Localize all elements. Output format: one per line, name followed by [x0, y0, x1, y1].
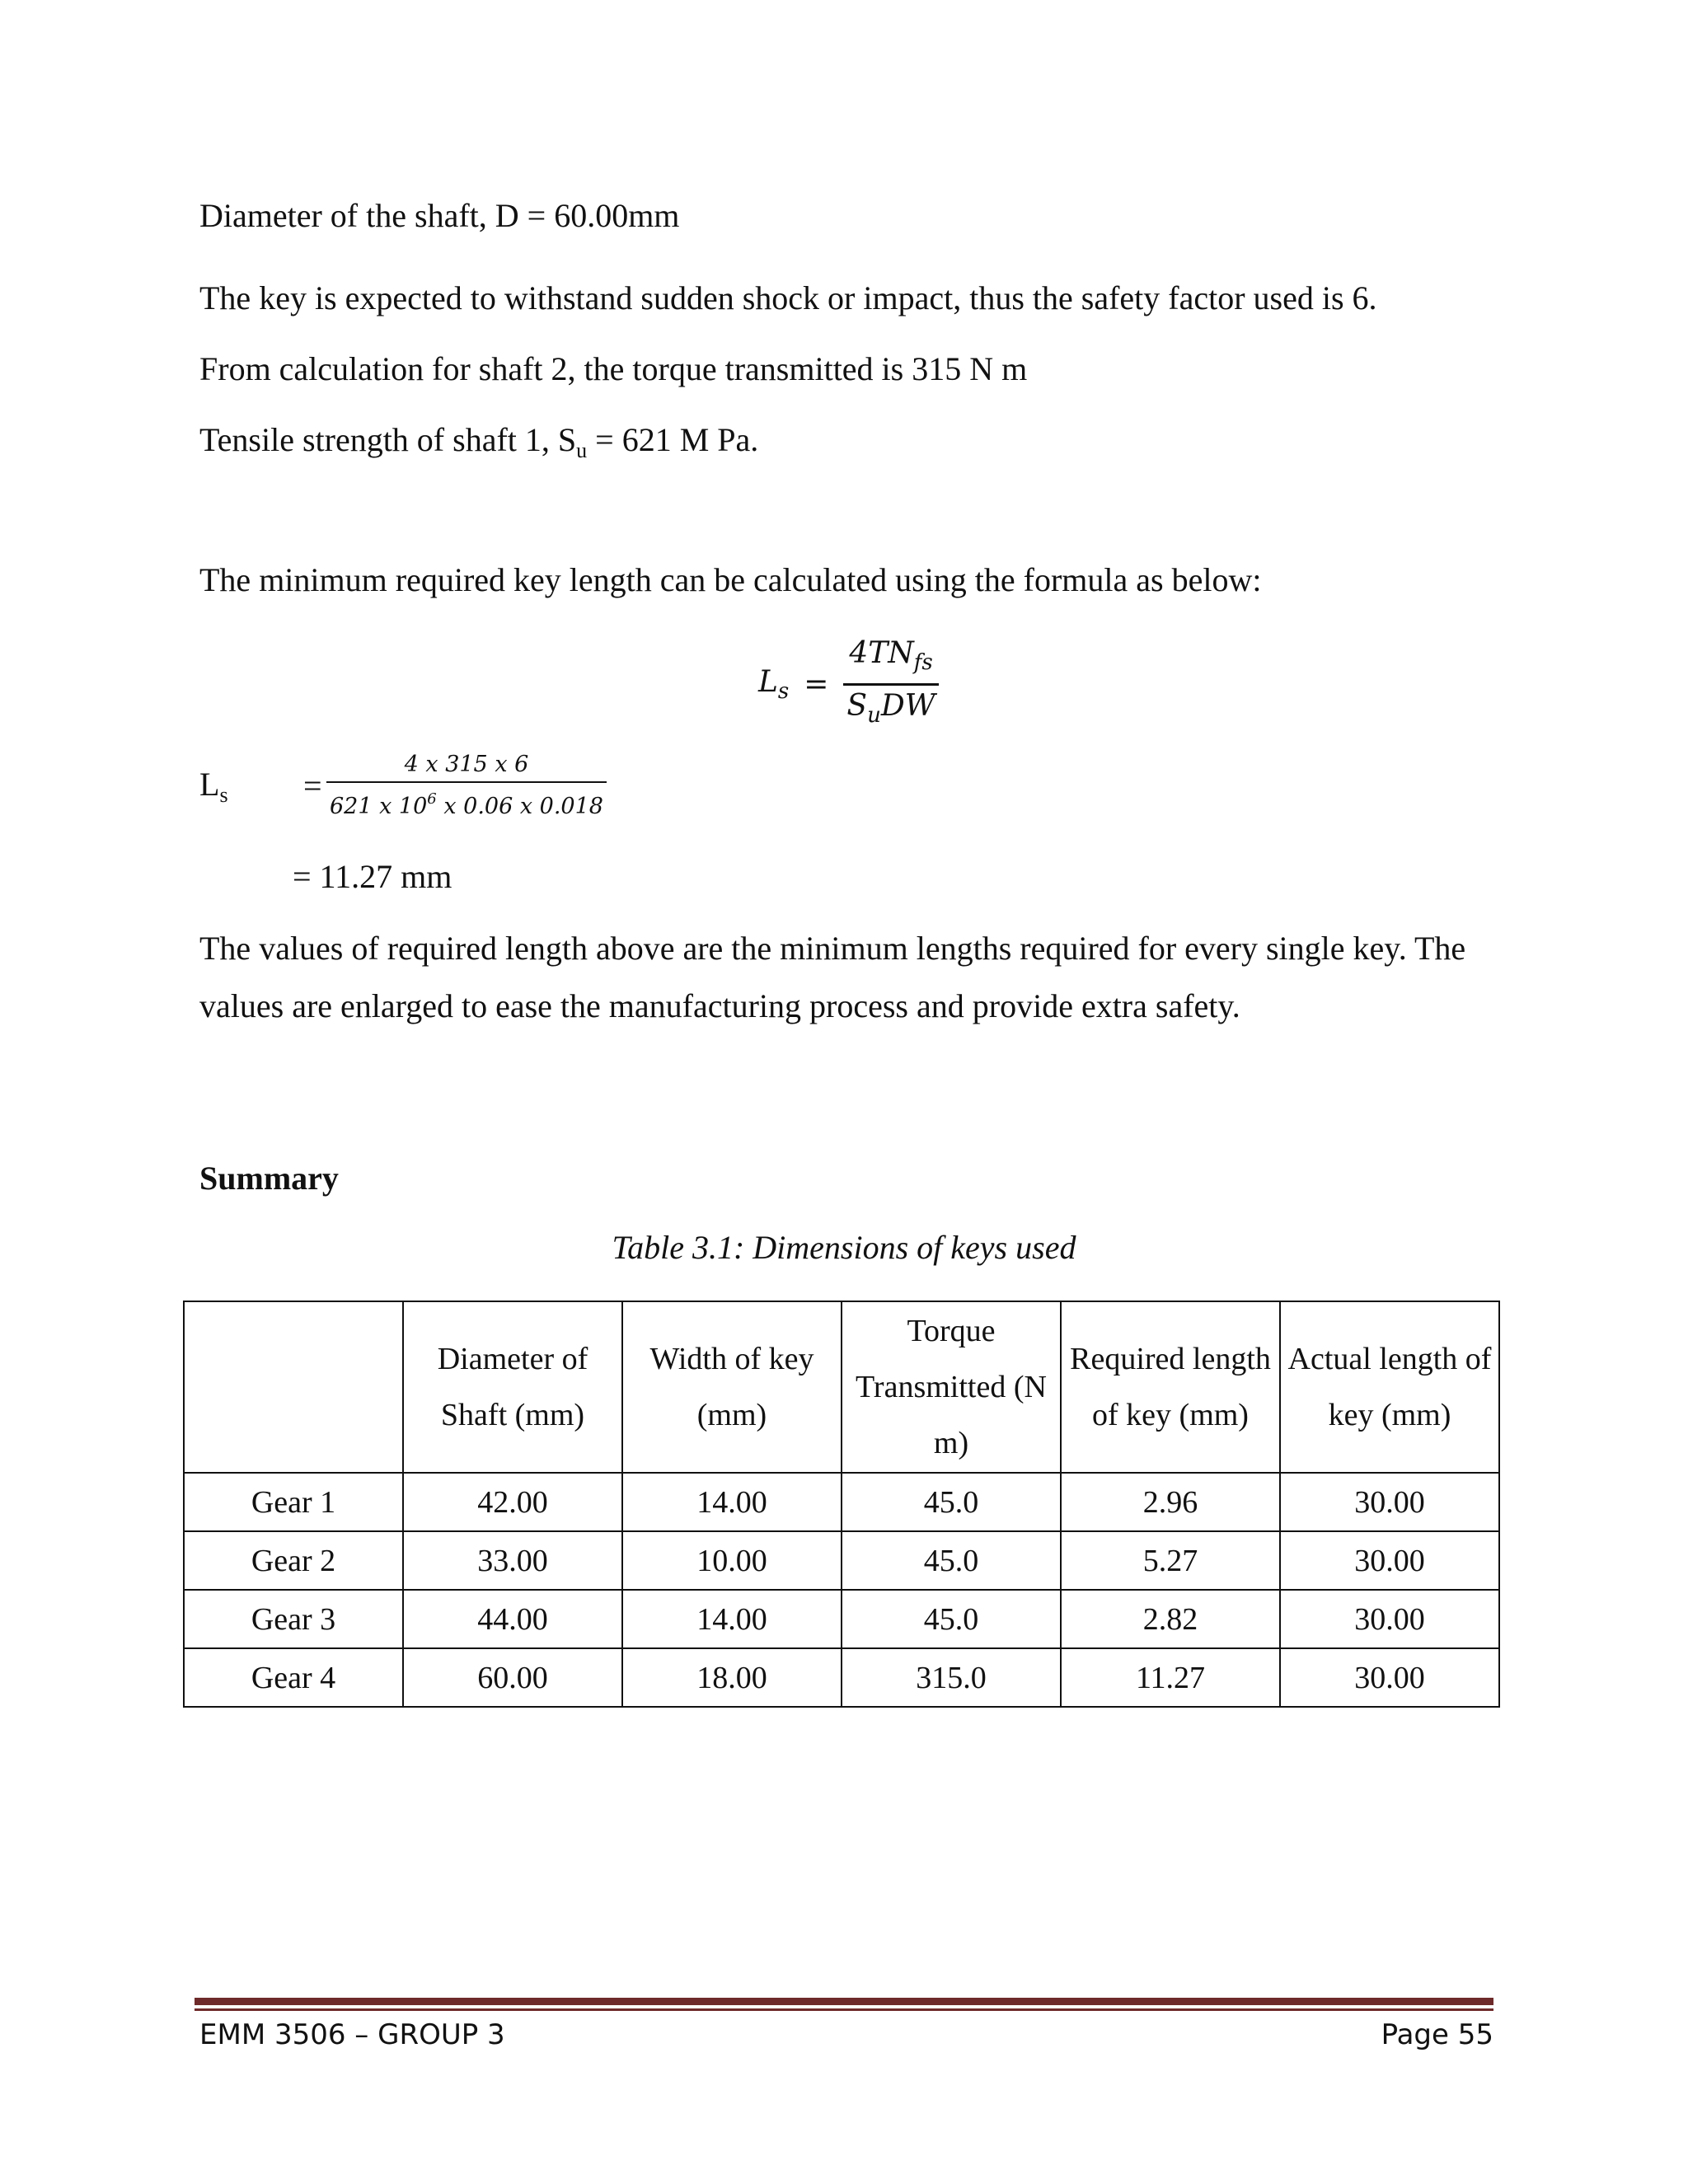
table-cell: Gear 1: [184, 1473, 403, 1531]
tensile-suffix: = 621 M Pa.: [587, 421, 759, 458]
table-cell: Gear 2: [184, 1531, 403, 1590]
table-cell: Gear 4: [184, 1648, 403, 1707]
calc-label: [199, 765, 228, 815]
calc-result: = 11.27 mm: [293, 858, 452, 895]
formula-lhs: [758, 665, 789, 704]
footer-course-label: EMM 3506 – GROUP 3: [199, 2018, 505, 2051]
table-cell: 30.00: [1280, 1648, 1499, 1707]
table-cell: 18.00: [622, 1648, 842, 1707]
table-header-row: [184, 1301, 1499, 1473]
table-row: [184, 1473, 1499, 1531]
table-cell: 33.00: [403, 1531, 622, 1590]
table-cell: 10.00: [622, 1531, 842, 1590]
table-header-cell: Required length of key (mm): [1061, 1301, 1280, 1473]
footer-rule-thin: [195, 2008, 1493, 2011]
formula-den-rest: DW: [880, 689, 935, 723]
formula-lhs-sub: s: [777, 679, 790, 704]
table-cell: 30.00: [1280, 1473, 1499, 1531]
formula-num-main: 4TN: [849, 636, 914, 670]
table-header-cell: Diameter of Shaft (mm): [403, 1301, 622, 1473]
table-cell: 30.00: [1280, 1531, 1499, 1590]
table-caption: Table 3.1: Dimensions of keys used: [612, 1229, 1076, 1266]
footer-page-number: Page 55: [1381, 2018, 1493, 2051]
formula-num-sub: fs: [913, 650, 933, 675]
table-cell: 45.0: [842, 1473, 1061, 1531]
calc-den-exponent: 6: [427, 790, 437, 808]
table-cell: 14.00: [622, 1473, 842, 1531]
formula-denominator: [843, 686, 938, 736]
formula-equals: =: [804, 668, 829, 701]
table-cell: 2.82: [1061, 1590, 1280, 1648]
formula-lhs-main: L: [758, 665, 778, 699]
table-cell: 2.96: [1061, 1473, 1280, 1531]
tensile-subscript: u: [576, 438, 588, 462]
torque-statement: From calculation for shaft 2, the torque transmitted is 315 N m: [199, 350, 1028, 387]
table-header-cell: Actual length of key (mm): [1280, 1301, 1499, 1473]
key-dimensions-table: [183, 1301, 1500, 1708]
table-row: [184, 1531, 1499, 1590]
formula-fraction: [843, 633, 938, 736]
table-cell: 11.27: [1061, 1648, 1280, 1707]
table-row: [184, 1648, 1499, 1707]
formula-intro: The minimum required key length can be calculated using the formula as below:: [199, 561, 1262, 598]
safety-factor-statement: The key is expected to withstand sudden shock or impact, thus the safety factor used is 6.: [199, 279, 1377, 316]
calc-equals: =: [303, 767, 322, 804]
table-cell: 44.00: [403, 1590, 622, 1648]
tensile-prefix: Tensile strength of shaft 1, S: [199, 421, 577, 458]
table-cell: 45.0: [842, 1531, 1061, 1590]
explanation-paragraph: The values of required length above are the minimum lengths required for every single key. The values are enlarged to ease the manufacturing process and provide extra safety.: [199, 930, 1466, 1024]
calc-den-b: x 0.06 x 0.018: [436, 794, 603, 819]
table-row: [184, 1590, 1499, 1648]
table-header-cell: Width of key (mm): [622, 1301, 842, 1473]
calc-numerator: 4 x 315 x 6: [404, 752, 529, 777]
calc-den-a: 621 x 10: [330, 794, 428, 819]
tensile-strength-statement: [199, 420, 758, 471]
table-cell: 60.00: [403, 1648, 622, 1707]
calc-label-sub: s: [219, 783, 228, 807]
formula-den-main: S: [846, 689, 868, 723]
table-header-cell: [184, 1301, 403, 1473]
table-cell: 45.0: [842, 1590, 1061, 1648]
footer-rule-thick: [195, 1998, 1493, 2005]
summary-heading: Summary: [199, 1160, 339, 1197]
table-cell: 42.00: [403, 1473, 622, 1531]
calc-denominator: [326, 783, 607, 823]
table-cell: Gear 3: [184, 1590, 403, 1648]
table-cell: 14.00: [622, 1590, 842, 1648]
calc-label-main: L: [199, 766, 220, 803]
formula-numerator: [846, 633, 935, 683]
diameter-statement: Diameter of the shaft, D = 60.00mm: [199, 197, 680, 234]
table-header-cell: Torque Transmitted (N m): [842, 1301, 1061, 1473]
calc-fraction: [326, 748, 607, 823]
table-cell: 5.27: [1061, 1531, 1280, 1590]
key-length-formula: [758, 633, 939, 736]
table-cell: 315.0: [842, 1648, 1061, 1707]
table-cell: 30.00: [1280, 1590, 1499, 1648]
formula-den-sub: u: [867, 703, 881, 728]
